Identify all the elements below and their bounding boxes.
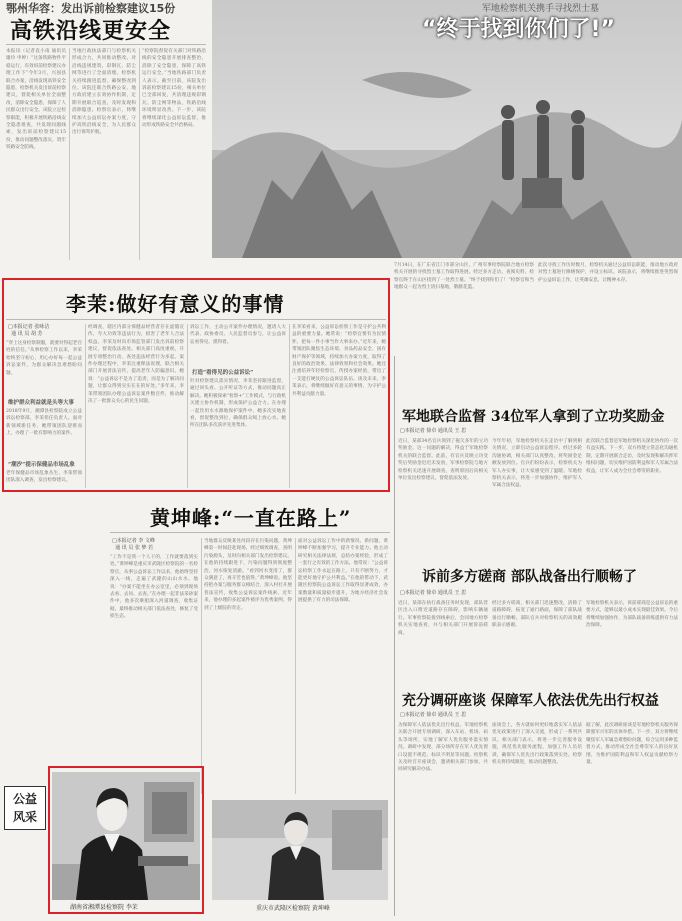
- top-story-kicker: 鄂州华容：发出诉前检察建议15份: [6, 2, 176, 15]
- top-story-headline: 高铁沿线更安全: [10, 18, 172, 44]
- libing-subhead-3: 打造“看得见的公益诉讼”: [192, 370, 254, 376]
- column-divider: [289, 324, 290, 488]
- sue-byline: □本报记者 徐卓 通讯员 王 思: [400, 590, 467, 596]
- portrait-photo-huangkunfeng: [212, 800, 388, 900]
- libing-column-4: 在李茉看来，公益诉讼检察工作是守护公共利益的重要力量。她常说：“检察官要有为民情怀，把每一件小事当作大事来办。”近年来，她带领团队聚焦生态环境、食品药品安全、国有财产保护等领域，持续加大办案力度，取得了良好的政治效果、法律效果和社会效果。她还注重培养年轻检察官，传授办案经验，带出了一支能打硬仗的公益诉讼队伍。谈及未来，李茉表示，将继续做好有意义的事情，为守护公共利益贡献力量。: [292, 325, 386, 397]
- section-divider: [394, 356, 395, 916]
- column-divider: [85, 324, 86, 488]
- banner-story-column-2: 此次寻找工作历时数月，检察机关通过公益诉讼职能，推动地方政府对烈士墓进行修缮保护，并设立标识。该院表示，将继续推进英烈保护公益诉讼工作，让英雄安息，让精神永存。: [538, 263, 678, 283]
- sue-column-2: 经过多方磋商，相关部门迅速整改，清除了道路障碍，拓宽了通行路面，保障了部队战备出行顺畅。部队官兵对检察机关的高效履职表示感谢。: [492, 601, 582, 629]
- sue-column-1: 近日，某部在执行战备任务时发现，部队营区出入口附近道路存在障碍，影响车辆通行。军事检察院接到线索后，会同地方检察机关实地查看，并与相关部门开展诉前磋商。: [398, 601, 488, 636]
- libing-column-3: 诉讼工作，主动公开案件办理情况，邀请人大代表、政协委员、人民监督员参与，让公益诉讼看得见、摸得着。: [190, 325, 286, 345]
- military-column-3: 此次联合监督是军地检察机关深化协作的一次有益实践。下一步，双方将建立常态化沟通机制，定期开展联合走访，及时发现和解决涉军维权问题，切实维护国防利益和军人军属合法权益，让军人成为全社会尊崇的职业。: [586, 439, 678, 474]
- libing-column-1b: 2018年9月，湘潭县检察院成立公益诉讼检察部，李茉担任负责人。面对新领域新任务，她带领团队迎难而上，办理了一批有影响力的案件。: [6, 409, 82, 437]
- top-story-column-2: 当地行政执法部门与检察机关形成合力，共同推动整改。对沿线违规建筑、彩钢瓦、防尘网等进行了全面清理。检察机关持续跟进监督，确保整改到位。该院还联合铁路公安、地方政府建立长效协作机制，定期开展联合巡查，及时发现和消除隐患。检察官表示，将继续加大公益诉讼办案力度，守护高铁沿线安全，为人民群众出行保驾护航。: [72, 49, 136, 136]
- libing-column-3b: 针对检察建议落实情况，李茉坚持跟进监督，通过回头看、公开听证等方式，推动问题真正解决。她积极探索“检察+”工作模式，与行政机关建立协作机制，形成保护公益合力。在办理一起饮用水水源地保护案件中，她多次实地查看，督促整改到位，确保群众喝上放心水。她所在团队多次获评先进集体。: [190, 379, 286, 429]
- huang-column-3: 面对公益诉讼工作中的新情况、新问题，黄坤峰不断加强学习，提升专业能力。他主动研究相关法律法规，总结办案经验，形成了一套行之有效的工作方法。他常说：“公益诉讼检察工作永远在路上，只有不断努力，才能更好地守护公共利益。”在他的带动下，武隆区检察院公益诉讼工作取得显著成效，办案数量和质量稳步提升，为地方经济社会发展提供了有力的司法保障。: [298, 539, 388, 604]
- column-divider: [295, 538, 296, 794]
- banner-story-column-1: 7月14日，在广东省江门市部分山区，广州军事检察院联合地方检察机关开展的寻找烈士墓工作取得进展。经过多方走访、查阅史料，检察官终于在山区找到了一处烈士墓。“终于找到你们了！”检察官和当地群众一起为烈士清扫墓地，敬献花篮。: [394, 263, 534, 291]
- column-divider: [69, 48, 70, 260]
- column-divider: [139, 48, 140, 260]
- banner-caption-small: 军地检察机关携手寻找烈士墓: [482, 4, 600, 14]
- huang-column-2: 当地群众反映某处河段存在污染问题，黄坤峰第一时间赶赴现场，经过细致调查，查明污染源头，及时向相关部门发出检察建议。在他的持续跟进下，污染问题得到彻底整治，河水恢复清澈。“看到河水变清了，群众满意了，再辛苦也值得。”黄坤峰说。他坚持把办案与服务群众相结合，深入村社开展普法宣传，收集公益诉讼案件线索。近年来，他办理的多起案件被评为优秀案例，得到了上级院的肯定。: [204, 539, 292, 611]
- huang-column-1: “工作不是我一个人干的，工作就要落到实处。”黄坤峰是重庆市武隆区检察院的一名检察官，从事公益诉讼工作以来，他始终坚持深入一线，走遍了武隆的山山水水。他说：“办案不能坐在办公室里，必须到现场去看、去问、去查。”在办理一起非法采砂案件中，他多次乘船深入河道调查，收集证据，最终推动相关部门依法查处，修复了受损生态。: [110, 555, 198, 620]
- public-interest-label-line2: 风采: [12, 810, 37, 824]
- research-headline: 充分调研座谈 保障军人依法优先出行权益: [402, 693, 659, 709]
- huang-headline: 黄坤峰:“一直在路上”: [150, 506, 352, 530]
- libing-column-1: “穿上这身检察制服，就要对得起老百姓的信任。”从事检察工作以来，李茉始终坚守初心，用心办好每一起公益诉讼案件，为群众解决急难愁盼问题。: [6, 341, 82, 376]
- libing-headline-rule: [6, 319, 386, 320]
- research-column-3: 据了解，此次调研座谈是军地检察机关服务保障强军兴军的具体举措。下一步，双方将继续聚焦军人军属急难愁盼问题，综合运用多种监督方式，推动形成全社会尊崇军人的良好氛围，为维护国防利益和军人权益贡献检察力量。: [586, 723, 678, 766]
- portrait-photo-limo: [52, 772, 200, 900]
- research-column-2: 座谈会上，各方就如何更好地落实军人依法优先政策进行了深入交流，形成了一系列共识。相关部门表示，将进一步完善服务设施，规范优先服务流程，加强工作人员培训，确保军人优先出行政策落到实处。检察机关将持续跟进，推动问题整改。: [492, 723, 582, 766]
- libing-headline: 李茉:做好有意义的事情: [66, 292, 285, 316]
- sue-column-3: 军地检察机关表示，诉前磋商是公益诉讼的重要方式，能够以最小成本实现最佳效果。今后将继续加强协作，为部队战备训练提供有力法治保障。: [586, 601, 678, 629]
- research-byline: □本报记者 徐卓 通讯员 王 思: [400, 712, 467, 718]
- military-byline: □本报记者 徐卓 通讯员 王 思: [400, 428, 467, 434]
- research-column-1: 为保障军人依法优先出行权益，军地检察机关联合开展专项调研，深入车站、机场、码头等场所，实地了解军人优先服务落实情况。调研中发现，部分场所存在军人优先窗口设置不规范、标识不明显等问题。检察机关及时召开座谈会，邀请相关部门参加，共同研究解决办法。: [398, 723, 488, 773]
- top-story-rule: [6, 44, 206, 45]
- libing-subhead-1: 维护群众利益就是头等大事: [8, 400, 75, 406]
- libing-subhead-2: “潮汐”提示保健品市场乱象: [8, 462, 75, 468]
- libing-byline: □本报记者 张咏洁 通 讯 员 胡 芳: [8, 324, 50, 337]
- sue-headline: 诉前多方磋商 部队战备出行顺畅了: [422, 569, 637, 585]
- huang-byline: □本报记者 李 文峰 通 讯 员 张 梦 若: [112, 538, 155, 551]
- top-story-column-3: “检察院督促有关部门对铁路沿线的安全隐患开展排查整治，消除了安全隐患，保障了高铁运行安全。”当地铁路部门负责人表示。截至目前，该院发出诉前检察建议15份，相关单位已全部回复，共清理违规彩钢瓦、防尘网等物品，铁路沿线环境明显改善。下一步，该院将继续深化公益诉讼监督，推动形成铁路安全共治格局。: [142, 49, 206, 129]
- portrait-caption-limo: 湖南省湘潭县检察院 李茉: [70, 904, 138, 911]
- public-interest-label-box: [4, 786, 46, 830]
- column-divider: [187, 324, 188, 488]
- military-column-1: 近日，某部34名官兵领到了拖欠多年的立功奖励金。这一问题的解决，得益于军地检察机关的联合监督。此前，有官兵反映立功受奖后奖励金迟迟未发放，军事检察院与地方检察机关迅速开展调查，查明原因后向相关单位发出检察建议，督促依法发放。: [398, 439, 488, 482]
- huang-headline-rule: [110, 532, 390, 533]
- public-interest-label-line1: 公益: [12, 792, 37, 806]
- portrait-caption-huangkunfeng: 重庆市武隆区检察院 黄坤峰: [256, 905, 330, 912]
- military-headline: 军地联合监督 34位军人拿到了立功奖励金: [402, 409, 665, 425]
- column-divider: [201, 538, 202, 794]
- libing-column-2: 经调查，辖区内部分保健品经营者存在虚假宣传、夸大功效等违法行为，损害了老年人合法权益。李茉及时向市场监管部门发出诉前检察建议，督促依法查处。相关部门高度重视，开展专项整治行动，查处违法经营行为多起。案件办理过程中，李茉注重释法说理，联合相关部门开展普法宣传，提高老年人防骗意识。她说：“公益诉讼不是为了追责，而是为了解决问题，让群众得到实实在在的好处。”多年来，李茉带领团队办理公益诉讼案件数百件，推动解决了一批群众关心的民生问题。: [88, 325, 184, 405]
- top-story-column-1: 本报讯（记者袁小南 通讯员谢玲 申婷）“这条铁路物件平稳运行，有效诉前检察建议办理工作下”今年3月，兴国县联合办案，沿线发现高铁安全隐患，检察机关发出诉前检察建议，督促相关单位全面整改，消除安全隐患，保障了人民群众出行安全。该院立足检察职能，积极开展铁路沿线安全隐患排查，共发现问题线索，发出诉前检察建议15份，推动问题整改落实，筑牢铁路安全防线。: [6, 49, 66, 151]
- banner-caption-big: “终于找到你们了!”: [422, 17, 615, 42]
- military-column-2: 今年年初，军地检察机关在走访中了解到相关情况，立即启动公益诉讼程序。经过多轮沟通协调，相关部门认真整改，将奖励金足额发放到位。官兵们纷纷表示，检察机关为军人办实事，让大家感受到了温暖。军地检察机关表示，将进一步加强协作，维护军人军属合法权益。: [492, 439, 582, 489]
- libing-column-1c: 老年保健品市场乱象丛生，李茉带领团队深入调查，发出检察建议。: [6, 471, 82, 484]
